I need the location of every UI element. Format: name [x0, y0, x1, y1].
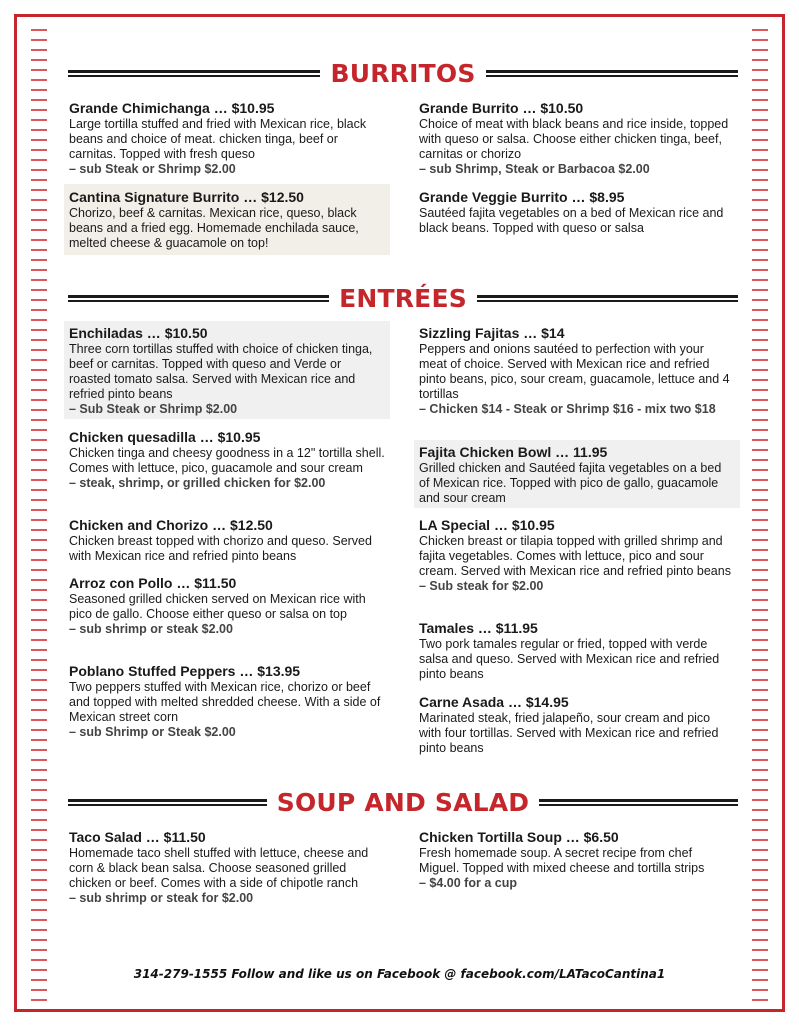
menu-item-arroz-con-pollo	[64, 575, 390, 637]
item-title: LA Special … $10.95	[419, 517, 555, 533]
item-title: Grande Burrito … $10.50	[419, 100, 584, 116]
item-title: Grande Veggie Burrito … $8.95	[419, 189, 625, 205]
entrees-title: ENTRÉES	[339, 283, 467, 313]
item-description: Chicken tinga and cheesy goodness in a 12" tortilla shell. Comes with lettuce, pico, guacamole and sour cream	[69, 446, 385, 475]
item-description: Marinated steak, fried jalapeño, sour cream and pico with four tortillas. Served with Mexican rice and refried pinto beans	[419, 711, 719, 755]
item-title: Tamales … $11.95	[419, 620, 538, 636]
item-sub-option: – sub shrimp or steak $2.00	[69, 622, 233, 636]
header-rule-right	[486, 70, 738, 77]
item-title: Arroz con Pollo … $11.50	[69, 575, 237, 591]
footer-contact: 314-279-1555 Follow and like us on Facebook @ facebook.com/LATacoCantina1	[133, 967, 666, 981]
header-rule-right	[477, 295, 738, 302]
soup-salad-title: SOUP AND SALAD	[276, 787, 530, 817]
header-rule-left	[68, 70, 320, 77]
menu-item-grande-burrito	[414, 100, 740, 177]
item-title: Enchiladas … $10.50	[69, 325, 208, 341]
item-description: Fresh homemade soup. A secret recipe from chef Miguel. Topped with mixed cheese and tortilla strips	[419, 846, 705, 875]
item-description: Two pork tamales regular or fried, topped with verde salsa and queso. Served with Mexican rice and refried pinto beans	[419, 637, 720, 681]
header-rule-left	[68, 295, 329, 302]
item-title: Grande Chimichanga … $10.95	[69, 100, 275, 116]
item-sub-option: – Sub Steak or Shrimp $2.00	[69, 402, 238, 416]
menu-item-chicken-chorizo	[64, 517, 390, 564]
item-sub-option: – sub Steak or Shrimp $2.00	[69, 162, 236, 176]
menu-item-taco-salad	[64, 829, 390, 906]
item-sub-option: – sub Shrimp or Steak $2.00	[69, 725, 236, 739]
item-description: Seasoned grilled chicken served on Mexican rice with pico de gallo. Choose either queso or salsa on top	[69, 592, 366, 621]
menu-item-tamales	[414, 620, 740, 682]
item-sub-option: – $4.00 for a cup	[419, 876, 517, 890]
item-title: Chicken Tortilla Soup … $6.50	[419, 829, 619, 845]
menu-item-quesadilla	[64, 429, 390, 491]
left-border-ticks	[31, 24, 47, 1002]
item-title: Cantina Signature Burrito … $12.50	[69, 189, 304, 205]
item-title: Chicken and Chorizo … $12.50	[69, 517, 273, 533]
item-sub-option: – steak, shrimp, or grilled chicken for $2.00	[69, 476, 326, 490]
item-title: Chicken quesadilla … $10.95	[69, 429, 261, 445]
burritos-header	[68, 53, 738, 93]
item-title: Carne Asada … $14.95	[419, 694, 569, 710]
header-rule-right	[539, 799, 738, 806]
menu-item-fajitas	[414, 325, 740, 417]
item-sub-option: – Chicken $14 - Steak or Shrimp $16 - mix two $18	[419, 402, 716, 416]
entrees-header	[68, 278, 738, 318]
menu-item-enchiladas	[64, 321, 390, 419]
item-description: Peppers and onions sautéed to perfection with your meat of choice. Served with Mexican rice and refried pinto beans, pico, sour cream, guacamole, lettuce and 4 tortillas	[419, 342, 730, 401]
item-description: Sautéed fajita vegetables on a bed of Mexican rice and black beans. Topped with queso or salsa	[419, 206, 724, 235]
item-sub-option: – sub shrimp or steak for $2.00	[69, 891, 254, 905]
item-description: Chorizo, beef & carnitas. Mexican rice, queso, black beans and a fried egg. Homemade enchilada sauce, melted cheese & guacamole on top!	[69, 206, 359, 250]
item-sub-option: – Sub steak for $2.00	[419, 579, 544, 593]
menu-item-tortilla-soup	[414, 829, 740, 891]
item-title: Poblano Stuffed Peppers … $13.95	[69, 663, 301, 679]
menu-item-carne-asada	[414, 694, 740, 756]
item-title: Taco Salad … $11.50	[69, 829, 206, 845]
menu-item-veggie-burrito	[414, 189, 740, 236]
item-description: Grilled chicken and Sautéed fajita vegetables on a bed of Mexican rice. Topped with pico de gallo, guacamole and sour cream	[419, 461, 722, 505]
burritos-title: BURRITOS	[330, 58, 476, 88]
item-description: Chicken breast topped with chorizo and queso. Served with Mexican rice and refried pinto beans	[69, 534, 372, 563]
item-title: Fajita Chicken Bowl … 11.95	[419, 444, 608, 460]
menu-item-signature-burrito	[64, 184, 390, 255]
item-description: Homemade taco shell stuffed with lettuce, cheese and corn & black bean salsa. Choose seasoned grilled chicken or beef. Comes with a side of chipotle ranch	[69, 846, 369, 890]
menu-item-la-special	[414, 517, 740, 594]
header-rule-left	[68, 799, 267, 806]
item-description: Chicken breast or tilapia topped with grilled shrimp and fajita vegetables. Comes with lettuce, pico and sour cream. Served with Mexican rice and refried pinto beans	[419, 534, 731, 578]
menu-item-chimichanga	[64, 100, 390, 177]
item-title: Sizzling Fajitas … $14	[419, 325, 565, 341]
item-description: Three corn tortillas stuffed with choice of chicken tinga, beef or carnitas. Topped with queso and Verde or roasted tomato salsa. Served with Mexican rice and refried pinto beans	[69, 342, 373, 401]
item-sub-option: – sub Shrimp, Steak or Barbacoa $2.00	[419, 162, 650, 176]
menu-item-poblano-peppers	[64, 663, 390, 740]
item-description: Two peppers stuffed with Mexican rice, chorizo or beef and topped with melted shredded cheese. With a side of Mexican street corn	[69, 680, 381, 724]
menu-item-fajita-bowl	[414, 440, 740, 508]
item-description: Choice of meat with black beans and rice inside, topped with queso or salsa. Choose either chicken tinga, beef, carnitas or chorizo	[419, 117, 729, 161]
soup-salad-header	[68, 782, 738, 822]
item-description: Large tortilla stuffed and fried with Mexican rice, black beans and choice of meat. chicken tinga, beef or carnitas. Topped with fresh queso	[69, 117, 367, 161]
right-border-ticks	[752, 24, 768, 1002]
